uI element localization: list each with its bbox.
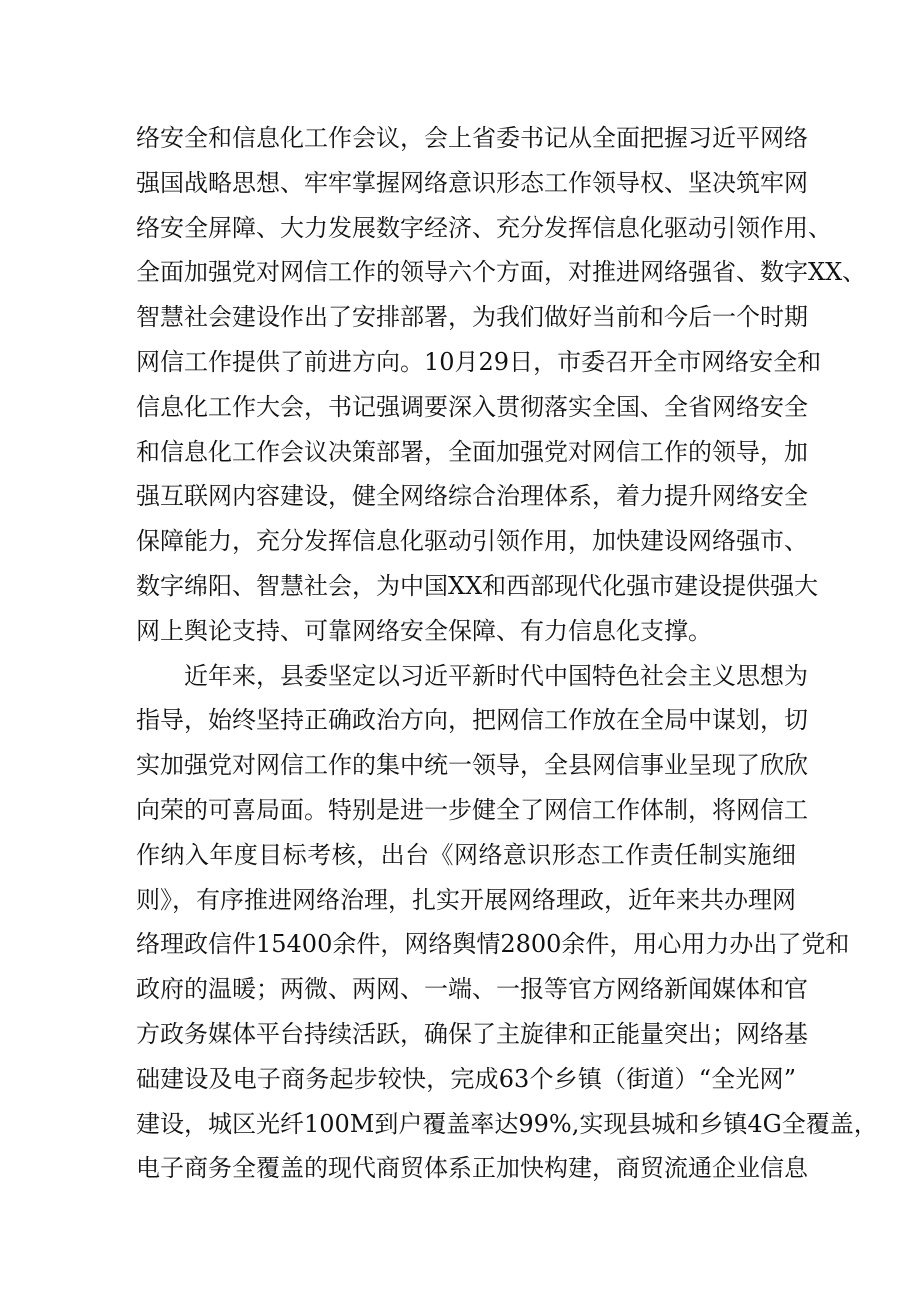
text-line: 作纳入年度目标考核，出台《网络意识形态工作责任制实施细 — [136, 840, 796, 869]
text-line: 络安全和信息化工作会议，会上省委书记从全面把握习近平网络 — [136, 124, 808, 152]
text-line: 础建设及电子商务起步较快，完成63个乡镇（街道）“全光网” — [136, 1064, 796, 1093]
text-line: 近年来，县委坚定以习近平新时代中国特色社会主义思想为 — [184, 661, 808, 690]
text-line: 指导，始终坚持正确政治方向，把网信工作放在全局中谋划，切 — [136, 706, 808, 735]
text-line: 强国战略思想、牢牢掌握网络意识形态工作领导权、坚决筑牢网 — [136, 168, 808, 197]
text-line: 网上舆论支持、可靠网络安全保障、有力信息化支撑。 — [136, 616, 712, 645]
paragraph-2 — [136, 654, 878, 1192]
text-line: 网信工作提供了前进方向。10月29日，市委召开全市网络安全和 — [136, 347, 822, 376]
text-line: 全面加强党对网信工作的领导六个方面，对推进网络强省、数字XX、 — [136, 258, 867, 287]
text-line: 电子商务全覆盖的现代商贸体系正加快构建，商贸流通企业信息 — [136, 1154, 808, 1183]
text-line: 数字绵阳、智慧社会，为中国XX和西部现代化强市建设提供强大 — [136, 571, 819, 600]
text-line: 络理政信件15400余件，网络舆情2800余件，用心用力办出了党和 — [136, 930, 850, 959]
text-line: 和信息化工作会议决策部署，全面加强党对网信工作的领导，加 — [136, 437, 808, 466]
document-body — [136, 116, 878, 1191]
paragraph-1 — [136, 116, 867, 654]
text-line: 实加强党对网信工作的集中统一领导，全县网信事业呈现了欣欣 — [136, 751, 808, 780]
text-line: 智慧社会建设作出了安排部署，为我们做好当前和今后一个时期 — [136, 303, 808, 332]
text-line: 建设，城区光纤100M到户覆盖率达99%,实现县城和乡镇4G全覆盖， — [136, 1109, 878, 1138]
text-line: 强互联网内容建设，健全网络综合治理体系，着力提升网络安全 — [136, 482, 808, 511]
text-line: 向荣的可喜局面。特别是进一步健全了网信工作体制，将网信工 — [136, 795, 808, 824]
text-line: 方政务媒体平台持续活跃，确保了主旋律和正能量突出；网络基 — [136, 1019, 808, 1048]
text-line: 则》，有序推进网络治理，扎实开展网络理政，近年来共办理网 — [136, 885, 796, 914]
text-line: 信息化工作大会，书记强调要深入贯彻落实全国、全省网络安全 — [136, 392, 808, 421]
text-line: 政府的温暖；两微、两网、一端、一报等官方网络新闻媒体和官 — [136, 975, 808, 1004]
text-line: 络安全屏障、大力发展数字经济、充分发挥信息化驱动引领作用、 — [136, 213, 832, 242]
text-line: 保障能力，充分发挥信息化驱动引领作用，加快建设网络强市、 — [136, 527, 808, 556]
